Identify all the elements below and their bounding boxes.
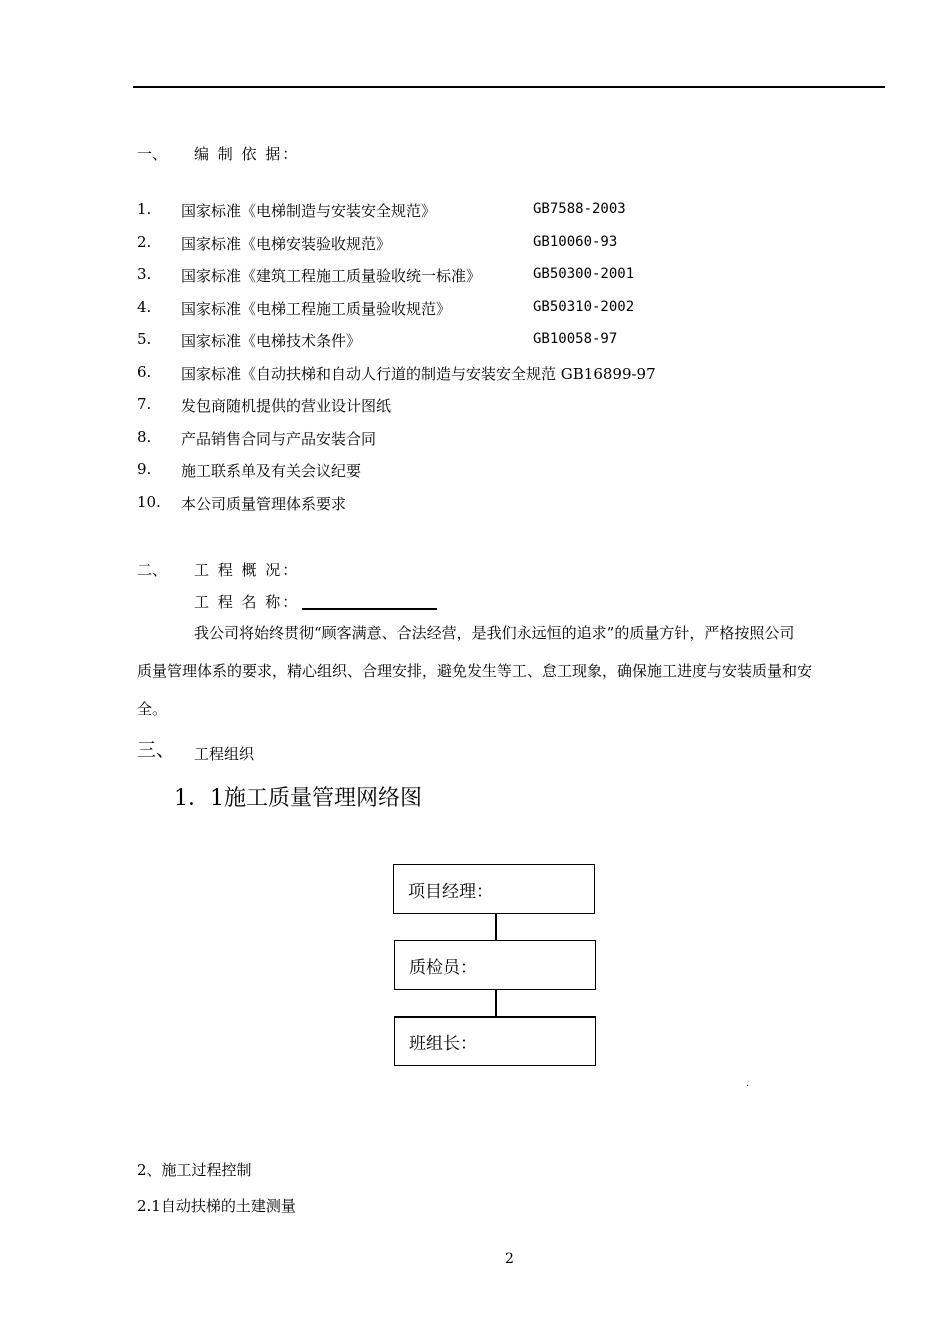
section-3-title: 工程组织 (194, 745, 255, 763)
basis-item-code: GB7588-2003 (533, 201, 626, 217)
process-subheading: 2.1自动扶梯的土建测量 (137, 1197, 296, 1215)
project-name-blank (302, 608, 437, 610)
basis-item-text: 本公司质量管理体系要求 (181, 495, 347, 513)
basis-item-number: 8. (137, 428, 152, 446)
stray-dot: . (746, 1078, 750, 1089)
basis-item-code: GB10058-97 (533, 331, 618, 347)
basis-item-number: 3. (137, 265, 152, 283)
basis-item-number: 10. (137, 493, 161, 511)
basis-item-text: 产品销售合同与产品安装合同 (181, 430, 377, 448)
basis-item-text: 国家标准《电梯技术条件》 (181, 332, 362, 350)
section-1-number: 一、 (137, 145, 168, 163)
header-rule (133, 86, 885, 88)
connector-1 (495, 914, 497, 940)
basis-item-number: 1. (137, 200, 152, 218)
basis-item-text: 施工联系单及有关会议纪要 (181, 462, 362, 480)
basis-item-text: 国家标准《自动扶梯和自动人行道的制造与安装安全规范 GB16899-97 (181, 365, 656, 383)
box-project-manager: 项目经理： (393, 864, 595, 914)
box-quality-inspector: 质检员： (394, 940, 596, 990)
basis-item-text: 国家标准《电梯安装验收规范》 (181, 235, 392, 253)
basis-item-text: 国家标准《建筑工程施工质量验收统一标准》 (181, 267, 482, 285)
basis-item-number: 6. (137, 363, 152, 381)
basis-item-number: 5. (137, 330, 152, 348)
section-2-number: 二、 (137, 561, 168, 579)
basis-item-text: 国家标准《电梯制造与安装安全规范》 (181, 202, 437, 220)
basis-item-code: GB10060-93 (533, 234, 618, 250)
basis-item-text: 发包商随机提供的营业设计图纸 (181, 397, 392, 415)
basis-item-code: GB50300-2001 (533, 266, 635, 282)
basis-item-text: 国家标准《电梯工程施工质量验收规范》 (181, 300, 452, 318)
project-name-label: 工 程 名 称： (194, 593, 300, 611)
section-2-title: 工 程 概 况： (194, 561, 300, 579)
section-3-number: 三、 (137, 739, 176, 761)
section-1-title: 编 制 依 据： (194, 145, 300, 163)
quality-policy-line-1: 我公司将始终贯彻“顾客满意、合法经营，是我们永远恒的追求”的质量方针，严格按照公司 (194, 624, 795, 642)
connector-2 (495, 990, 497, 1016)
box-team-leader: 班组长： (394, 1016, 596, 1066)
network-heading: 1．1施工质量管理网络图 (174, 786, 422, 811)
basis-item-number: 7. (137, 395, 152, 413)
basis-item-number: 9. (137, 460, 152, 478)
basis-item-code: GB50310-2002 (533, 299, 635, 315)
process-heading: 2、施工过程控制 (137, 1161, 252, 1179)
quality-policy-line-2: 质量管理体系的要求，精心组织、合理安排，避免发生等工、怠工现象，确保施工进度与安装质量和安 (137, 662, 813, 680)
basis-item-number: 4. (137, 298, 152, 316)
page-number: 2 (505, 1251, 514, 1267)
quality-policy-line-3: 全。 (137, 700, 168, 718)
basis-item-number: 2. (137, 233, 152, 251)
